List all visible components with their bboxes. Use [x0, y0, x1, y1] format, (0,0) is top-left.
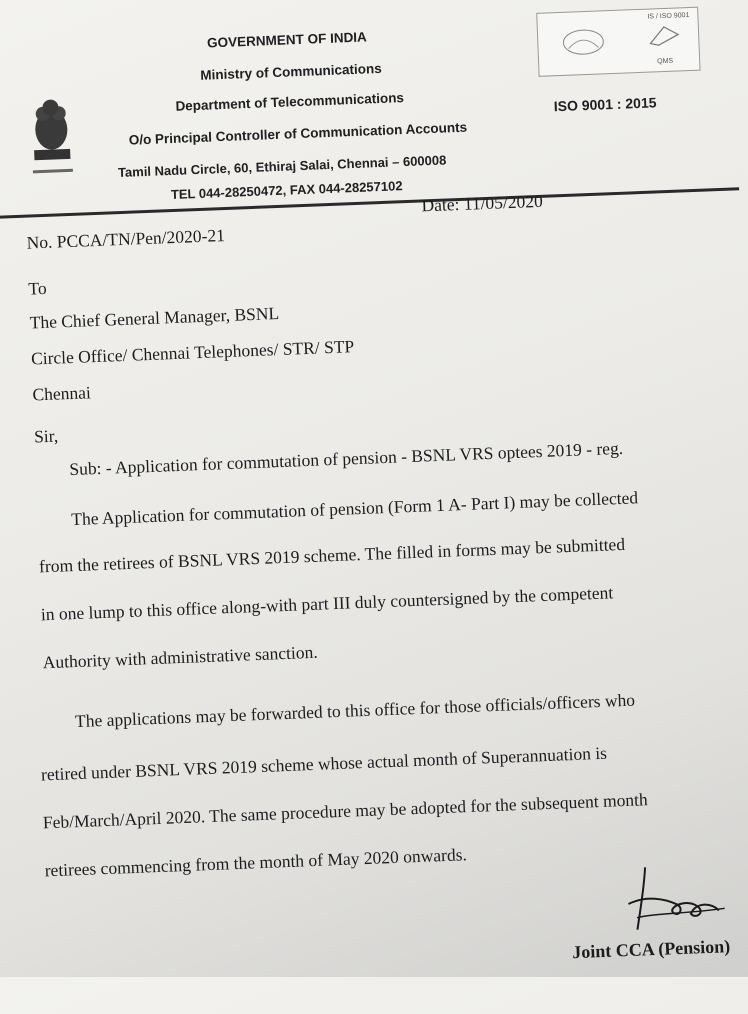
paragraph-2-line-1: The applications may be forwarded to this office for those officials/officers who — [74, 689, 636, 732]
signatory-designation: Joint CCA (Pension) — [571, 936, 731, 963]
letterhead-government: GOVERNMENT OF INDIA — [206, 29, 368, 51]
paragraph-1-line-2: from the retirees of BSNL VRS 2019 scheme. The filled in forms may be submitted — [38, 533, 626, 577]
to-label: To — [28, 277, 47, 299]
handwritten-signature — [605, 856, 738, 941]
paragraph-2-line-4: retirees commencing from the month of May 2020 onwards. — [44, 844, 468, 881]
salutation: Sir, — [33, 425, 59, 447]
qms-certification-badge — [536, 7, 700, 77]
qms-top-label: IS / ISO 9001 — [647, 12, 690, 21]
subject-line: Sub: - Application for commutation of pension - BSNL VRS optees 2019 - reg. — [68, 437, 624, 480]
address-line-1: The Chief General Manager, BSNL — [29, 302, 280, 333]
reference-number: No. PCCA/TN/Pen/2020-21 — [26, 225, 226, 253]
paragraph-2-line-3: Feb/March/April 2020. The same procedure may be adopted for the subsequent month — [42, 789, 649, 833]
letterhead-address: Tamil Nadu Circle, 60, Ethiraj Salai, Chennai – 600008 — [117, 152, 447, 181]
iso-certification-text: ISO 9001 : 2015 — [553, 94, 657, 115]
qms-mark-icon — [644, 22, 685, 50]
letterhead-ministry: Ministry of Communications — [200, 60, 383, 83]
letterhead-office: O/o Principal Controller of Communication Accounts — [128, 119, 468, 148]
address-line-2: Circle Office/ Chennai Telephones/ STR/ STP — [30, 336, 355, 369]
paragraph-1-line-1: The Application for commutation of pension (Form 1 A- Part I) may be collected — [70, 487, 639, 530]
letterhead-phone: TEL 044-28250472, FAX 044-28257102 — [170, 178, 403, 203]
letterhead-department: Department of Telecommunications — [175, 90, 405, 114]
letter-date: Date: 11/05/2020 — [421, 190, 544, 216]
national-emblem-icon — [20, 90, 83, 182]
paragraph-1-line-3: in one lump to this office along-with part III duly countersigned by the competent — [40, 582, 614, 625]
qms-logo-icon — [558, 23, 609, 61]
paragraph-2-line-2: retired under BSNL VRS 2019 scheme whose actual month of Superannuation is — [40, 742, 608, 785]
qms-label: QMS — [657, 57, 674, 66]
paragraph-1-line-4: Authority with administrative sanction. — [42, 641, 319, 673]
address-line-3: Chennai — [32, 382, 92, 405]
